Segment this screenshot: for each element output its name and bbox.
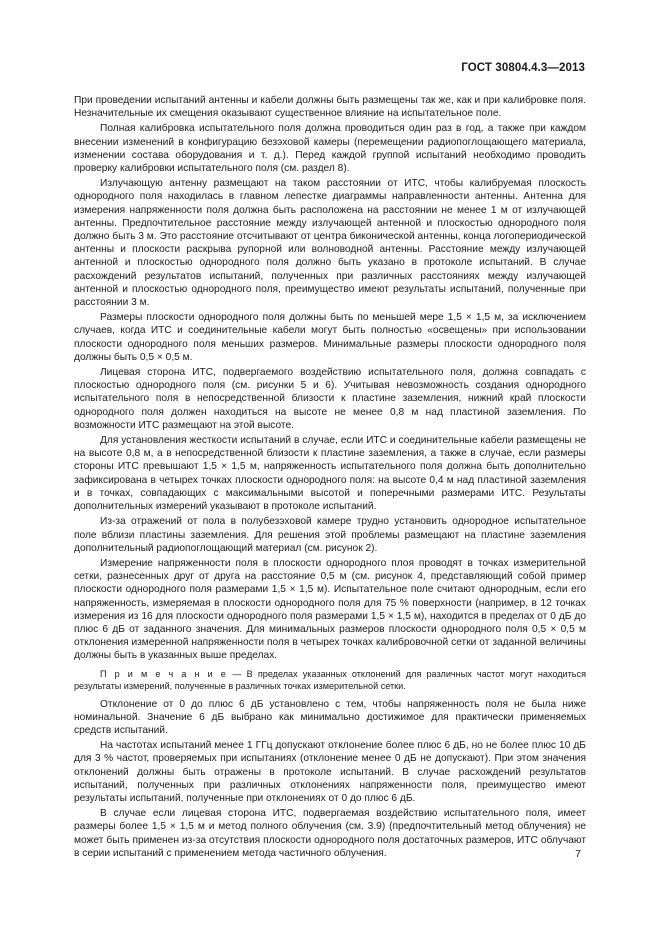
paragraph: Размеры плоскости однородного поля должны быть по меньшей мере 1,5 × 1,5 м, за исключением случаев, когда ИТС и соединительные кабели могут быть полностью «освещены» при использовании плоскости однородного поля меньших размеров. Минимальные размеры плоскости однородного поля должны быть 0,5 × 0,5 м. [74, 312, 586, 363]
page-number: 7 [575, 848, 581, 860]
paragraph: Лицевая сторона ИТС, подвергаемого воздействию испытательного поля, должна совпадать с плоскостью однородного поля (см. рисунки 5 и 6). Учитывая невозможность создания однородного испытательного поля в непосредственной близости к пластине заземления, нижний край плоскости однородного поля должен находиться на высоте не менее 0,8 м над пластиной заземления. По возможности ИТС размещают на этой высоте. [74, 367, 586, 431]
document-header: ГОСТ 30804.4.3—2013 [461, 62, 585, 74]
note-label: П р и м е ч а н и е [100, 668, 228, 679]
paragraph: Для установления жесткости испытаний в случае, если ИТС и соединительные кабели размещены не на высоте 0,8 м, а в непосредственной близости к пластине заземления, а также в случае, если размеры стороны ИТС превышают 1,5 × 1,5 м, напряженность испытательного поля должна быть дополнительно зафиксирована в четырех точках плоскости однородного поля: на высоте 0,4 м над пластиной заземления и в точках, совпадающих с максимальными высотой и поперечными размерами ИТС. Результаты дополнительных измерений указывают в протоколе испытаний. [74, 435, 586, 513]
paragraph: Излучающую антенну размещают на таком расстоянии от ИТС, чтобы калибруемая плоскость однородного поля находилась в главном лепестке диаграммы направленности антенны. Антенна для измерения напряженности поля должна быть расположена на расстоянии не менее 1 м от излучающей антенны. Предпочтительное расстояние между излучающей антенной и плоскостью однородного поля должно быть 3 м. Это расстояние отсчитывают от центра биконической антенны, конца логопериодической антенны и плоскости раскрыва рупорной или волноводной антенны. Расстояние между излучающей антенной и плоскостью однородного поля должно быть указано в протоколе испытаний. В случае расхождений результатов испытаний, полученных при различных расстояниях между излучающей антенной и плоскостью однородного поля, преимущество имеют результаты испытаний, полученные при расстоянии 3 м. [74, 178, 586, 309]
paragraph: Полная калибровка испытательного поля должна проводиться один раз в год, а также при каждом внесении изменений в конфигурацию безэховой камеры (перемещении радиопоглощающего материала, изменении состава оборудования и т. д.). Перед каждой группой испытаний необходимо проводить проверку калибровки испытательного поля (см. раздел 8). [74, 123, 586, 175]
paragraph: Измерение напряженности поля в плоскости однородного плоя проводят в точках измерительной сетки, разнесенных друг от друга на расстояние 0,5 м (см. рисунок 4, представляющий собой пример плоскости однородного поля размерами 1,5 × 1,5 м). Испытательное поле считают однородным, если его напряженность, измеряемая в плоскости однородного поля для 75 % поверхности (например, в 12 точках измерения из 16 для плоскости однородного поля размерами 1,5 × 1,5 м), находится в пределах от 0 дБ до плюс 6 дБ от заданного значения. Для минимальных размеров плоскости однородного поля 0,5 × 0,5 м отклонения измеренной напряженности поля в четырех точках калибровочной сетки от заданной величины должны быть в указанных выше пределах. [74, 557, 586, 662]
paragraph: Из-за отражений от пола в полубезэховой камере трудно установить однородное испытательное поле вблизи пластины заземления. Для решения этой проблемы размещают на пластине заземления дополнительный радиопоглощающий материал (см. рисунок 2). [74, 516, 586, 554]
note-text: — В пределах указанных отклонений для различных частот могут находиться результаты измерений, полученные в различных точках измерительной сетки. [74, 668, 586, 691]
note [74, 668, 586, 692]
paragraph: В случае если лицевая сторона ИТС, подвергаемая воздействию испытательного поля, имеет размеры более 1,5 × 1,5 м и метод полного облучения (см. 3.9) (предпочтительный метод облучения) не может быть применен из-за отсутствия плоскости однородного поля достаточных размеров, ИТС облучают в серии испытаний с применением метода частичного облучения. [74, 808, 586, 859]
paragraph: При проведении испытаний антенны и кабели должны быть размещены так же, как и при калибровке поля. Незначительные их смещения оказывают существенное влияние на испытательное поле. [74, 95, 586, 120]
paragraph: Отклонение от 0 до плюс 6 дБ установлено с тем, чтобы напряженность поля не была ниже номинальной. Значение 6 дБ выбрано как минимально достижимое для практически применяемых средств испытаний. [74, 698, 586, 736]
paragraph: На частотах испытаний менее 1 ГГц допускают отклонение более плюс 6 дБ, но не более плюс 10 дБ для 3 % частот, проверяемых при испытаниях (отклонение менее 0 дБ не допускают). При этом значения отклонений должны быть отражены в протоколе испытаний. В случае расхождений результатов испытаний, полученных при различных отклонениях напряженности поля, преимущество имеют результаты испытаний, полученные при отклонениях от 0 до плюс 6 дБ. [74, 740, 586, 804]
document-body [74, 94, 586, 862]
